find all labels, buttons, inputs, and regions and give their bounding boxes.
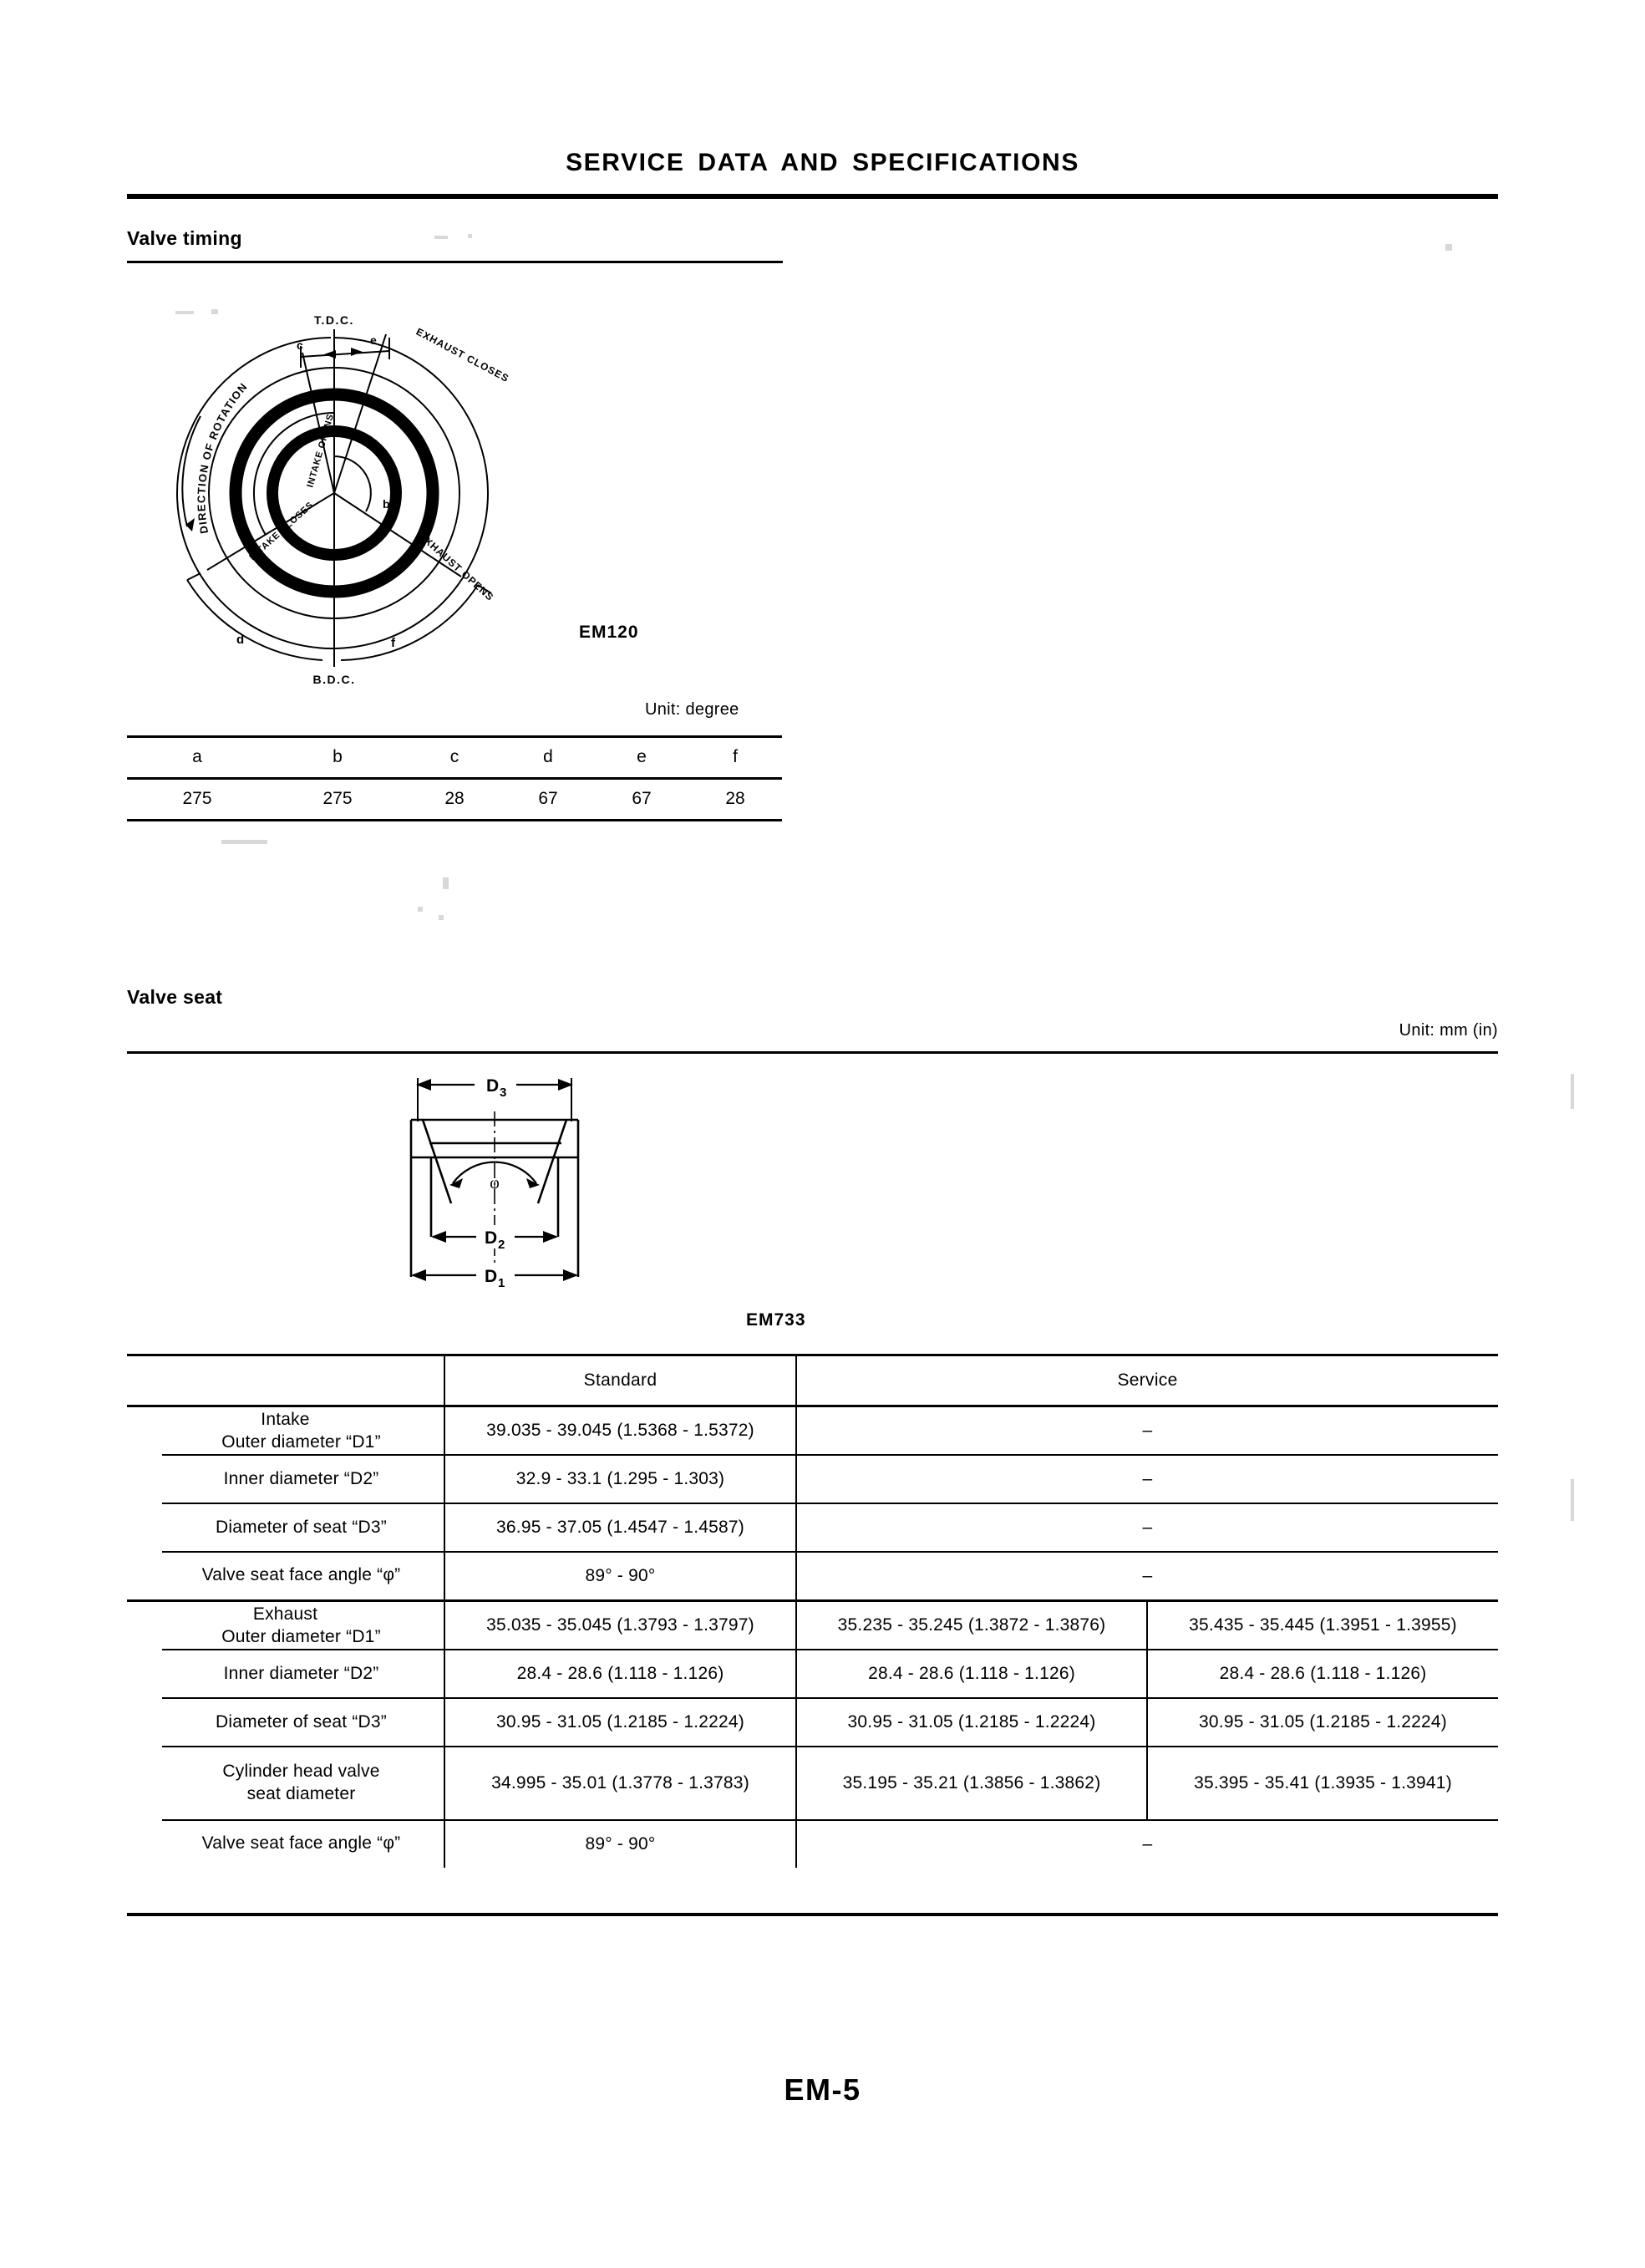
row-sub-label: Valve seat face angle “φ” <box>201 1565 401 1585</box>
row-label-cylinder-head-seat-diameter <box>127 1747 444 1820</box>
document-header <box>0 149 1645 177</box>
spec-col-service: Service <box>796 1355 1498 1406</box>
row-label-intake-face-angle <box>127 1552 444 1601</box>
vt-value-f: 28 <box>725 789 745 808</box>
valve-timing-diagram <box>167 292 602 694</box>
d3-subscript: 3 <box>500 1086 507 1100</box>
cell-service-2: 30.95 - 31.05 (1.2185 - 1.2224) <box>1147 1698 1498 1747</box>
cell-service-2: 35.435 - 35.445 (1.3951 - 1.3955) <box>1147 1601 1498 1650</box>
valve-seat-unit-label: Unit: mm (in) <box>1399 1021 1498 1040</box>
cell-service-1: 30.95 - 31.05 (1.2185 - 1.2224) <box>796 1698 1147 1747</box>
cell-service-1: 35.195 - 35.21 (1.3856 - 1.3862) <box>796 1747 1147 1820</box>
scan-speck <box>418 907 423 912</box>
cell-standard: 32.9 - 33.1 (1.295 - 1.303) <box>444 1455 796 1503</box>
marker-d: d <box>236 633 245 647</box>
scan-speck <box>439 915 444 920</box>
row-label-intake-seat-diameter <box>127 1503 444 1552</box>
cell-standard: 28.4 - 28.6 (1.118 - 1.126) <box>444 1650 796 1698</box>
cell-standard: 89° - 90° <box>444 1552 796 1601</box>
row-sub-label: Outer diameter “D1” <box>221 1431 381 1452</box>
vt-value-e: 67 <box>632 789 652 808</box>
valve-seat-heading-rule <box>127 1051 1498 1054</box>
row-label-exhaust-inner-diameter <box>127 1650 444 1698</box>
row-label-exhaust-outer-diameter <box>127 1601 444 1650</box>
scan-speck <box>221 840 267 844</box>
spec-col-blank <box>127 1355 444 1406</box>
table-row <box>127 1406 1498 1456</box>
vt-col-b: b <box>333 747 343 766</box>
intake-opens-label: INTAKE OPENS <box>305 412 337 489</box>
row-sub-label-line2: seat diameter <box>246 1784 356 1803</box>
valve-timing-unit-label: Unit: degree <box>645 700 739 719</box>
vt-col-f: f <box>733 747 738 766</box>
table-row <box>127 1503 1498 1552</box>
d2-label: D <box>485 1228 498 1248</box>
vt-value-a: 275 <box>182 789 212 808</box>
valve-seat-diagram <box>368 1061 702 1312</box>
vt-value-c: 28 <box>444 789 465 808</box>
d2-subscript: 2 <box>498 1238 505 1252</box>
scan-speck <box>1571 1074 1574 1109</box>
row-label-exhaust-face-angle <box>127 1820 444 1868</box>
table-row <box>127 1747 1498 1820</box>
vt-col-e: e <box>637 747 647 766</box>
section-heading-valve-seat: Valve seat <box>127 986 223 1008</box>
intake-closes-label: INTAKE CLOSES <box>247 500 316 563</box>
scan-speck <box>434 236 448 239</box>
page-number: EM-5 <box>784 2072 861 2107</box>
cell-service: – <box>796 1406 1498 1456</box>
valve-timing-table <box>127 735 782 821</box>
cell-standard: 30.95 - 31.05 (1.2185 - 1.2224) <box>444 1698 796 1747</box>
exhaust-opens-label: EXHAUST OPENS <box>416 530 496 604</box>
table-header-row <box>127 737 782 779</box>
marker-b: b <box>383 497 390 511</box>
table-row <box>127 1698 1498 1747</box>
valve-timing-heading-rule <box>127 261 783 263</box>
cell-service: – <box>796 1552 1498 1601</box>
scan-speck <box>1445 244 1452 251</box>
row-sub-label-line1: Cylinder head valve <box>222 1762 380 1782</box>
table-header-row <box>127 1355 1498 1406</box>
exhaust-closes-label: EXHAUST CLOSES <box>414 325 511 385</box>
scan-speck <box>468 234 472 238</box>
vt-col-c: c <box>449 747 459 766</box>
table-row <box>127 1601 1498 1650</box>
marker-c: c <box>297 338 303 352</box>
row-sub-label: Inner diameter “D2” <box>223 1468 379 1488</box>
cell-service: – <box>796 1503 1498 1552</box>
tdc-label: T.D.C. <box>314 313 354 327</box>
spec-col-standard: Standard <box>444 1355 796 1406</box>
cell-standard: 36.95 - 37.05 (1.4547 - 1.4587) <box>444 1503 796 1552</box>
spec-table-bottom-rule <box>127 1913 1498 1916</box>
table-row <box>127 1650 1498 1698</box>
row-sub-label: Diameter of seat “D3” <box>216 1517 387 1537</box>
cell-service: – <box>796 1820 1498 1868</box>
d1-label: D <box>485 1267 498 1286</box>
cell-service-1: 28.4 - 28.6 (1.118 - 1.126) <box>796 1650 1147 1698</box>
bdc-label: B.D.C. <box>312 673 356 686</box>
valve-seat-spec-table <box>127 1354 1498 1868</box>
group-name-exhaust: Exhaust <box>252 1604 318 1624</box>
vt-col-a: a <box>192 747 202 766</box>
row-label-intake-outer-diameter <box>127 1406 444 1456</box>
row-sub-label: Valve seat face angle “φ” <box>201 1833 401 1854</box>
vt-value-d: 67 <box>538 789 558 808</box>
page-title: SERVICE DATA AND SPECIFICATIONS <box>566 149 1079 176</box>
header-rule <box>127 194 1498 199</box>
vt-col-d: d <box>543 747 553 766</box>
valve-timing-figure-code: EM120 <box>579 623 639 642</box>
phi-symbol: φ <box>490 1174 500 1192</box>
marker-e: e <box>370 333 377 347</box>
scan-speck <box>1571 1479 1574 1521</box>
valve-seat-figure-code: EM733 <box>746 1310 806 1330</box>
row-sub-label: Outer diameter “D1” <box>221 1626 381 1646</box>
cell-standard: 35.035 - 35.045 (1.3793 - 1.3797) <box>444 1601 796 1650</box>
scan-speck <box>443 877 449 889</box>
direction-of-rotation-label: DIRECTION OF ROTATION <box>195 379 251 535</box>
cell-standard: 34.995 - 35.01 (1.3778 - 1.3783) <box>444 1747 796 1820</box>
table-row <box>127 1552 1498 1601</box>
table-row <box>127 779 782 821</box>
cell-standard: 39.035 - 39.045 (1.5368 - 1.5372) <box>444 1406 796 1456</box>
cell-service-1: 35.235 - 35.245 (1.3872 - 1.3876) <box>796 1601 1147 1650</box>
row-sub-label: Inner diameter “D2” <box>223 1663 379 1683</box>
row-label-intake-inner-diameter <box>127 1455 444 1503</box>
cell-service-2: 28.4 - 28.6 (1.118 - 1.126) <box>1147 1650 1498 1698</box>
table-row <box>127 1455 1498 1503</box>
d3-label: D <box>486 1076 500 1096</box>
group-name-intake: Intake <box>261 1409 310 1429</box>
section-heading-valve-timing: Valve timing <box>127 227 242 249</box>
marker-f: f <box>391 636 395 650</box>
cell-service-2: 35.395 - 35.41 (1.3935 - 1.3941) <box>1147 1747 1498 1820</box>
table-row <box>127 1820 1498 1868</box>
row-label-exhaust-seat-diameter <box>127 1698 444 1747</box>
d1-subscript: 1 <box>498 1276 505 1290</box>
cell-standard: 89° - 90° <box>444 1820 796 1868</box>
row-sub-label: Diameter of seat “D3” <box>216 1711 387 1732</box>
cell-service: – <box>796 1455 1498 1503</box>
vt-value-b: 275 <box>322 789 353 808</box>
